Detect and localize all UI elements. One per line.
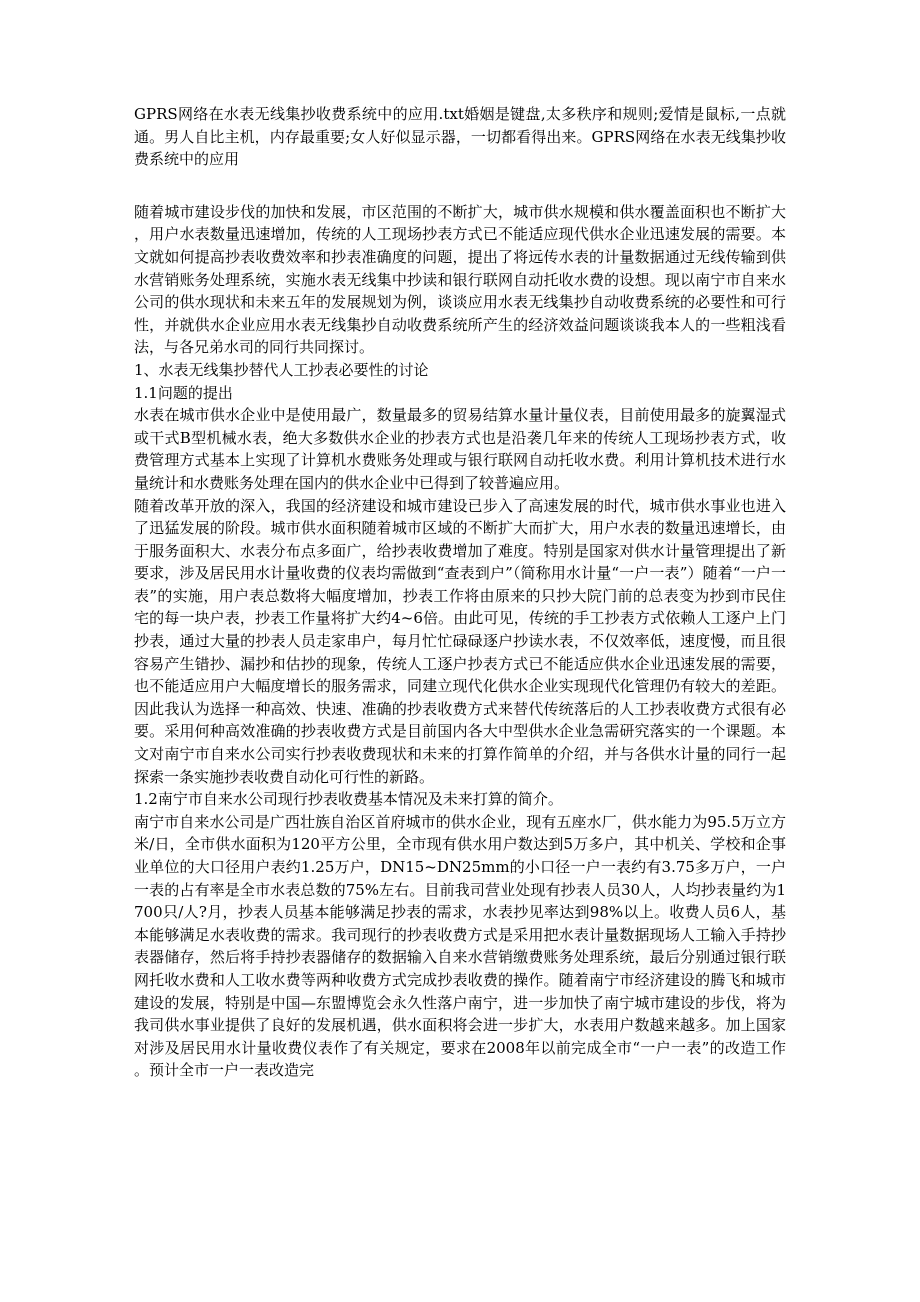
section-1-2-heading: 1.2南宁市自来水公司现行抄表收费基本情况及未来打算的简介。: [134, 790, 563, 809]
section-1-heading: 1、水表无线集抄替代人工抄表必要性的讨论: [134, 360, 429, 379]
document-page: [134, 103, 786, 1082]
section-1-1-heading: 1.1问题的提出: [134, 383, 233, 402]
intro-paragraph: GPRS网络在水表无线集抄收费系统中的应用.txt婚姻是键盘,太多秩序和规则;爱情是鼠标,一点就通。男人自比主机，内存最重要;女人好似显示器，一切都看得出来。GPRS网络在水表无线集抄收费系统中的应用: [134, 105, 786, 169]
abstract-paragraph: 随着城市建设步伐的加快和发展，市区范围的不断扩大，城市供水规模和供水覆盖面积也不断扩大，用户水表数量迅速增加，传统的人工现场抄表方式已不能适应现代供水企业迅速发展的需要。本文就如何提高抄表收费效率和抄表准确度的问题，提出了将远传水表的计量数据通过无线传输到供水营销账务处理系统，实施水表无线集中抄读和银行联网自动托收水费的设想。现以南宁市自来水公司的供水现状和未来五年的发展规划为例，谈谈应用水表无线集抄自动收费系统的必要性和可行性，并就供水企业应用水表无线集抄自动收费系统所产生的经济效益问题谈谈我本人的一些粗浅看法，与各兄弟水司的同行共同探讨。: [134, 202, 786, 357]
paragraph-gap: [134, 171, 786, 201]
body-paragraph-3: 南宁市自来水公司是广西壮族自治区首府城市的供水企业，现有五座水厂，供水能力为95.5万立方米/日，全市供水面积为120平方公里，全市现有供水用户数达到5万多户，其中机关、学校和企事业单位的大口径用户表约1.25万户，DN15~DN25mm的小口径一户一表约有3.75多万户，一户一表的占有率是全市水表总数的75%左右。目前我司营业处现有抄表人员30人，人均抄表量约为1700只/人?月，抄表人员基本能够满足抄表的需求，水表抄见率达到98%以上。收费人员6人，基本能够满足水表收费的需求。我司现行的抄表收费方式是采用把水表计量数据现场人工输入手持抄表器储存，然后将手持抄表器储存的数据输入自来水营销缴费账务处理系统，最后分别通过银行联网托收水费和人工收水费等两种收费方式完成抄表收费的操作。随着南宁市经济建设的腾飞和城市建设的发展，特别是中国—东盟博览会永久性落户南宁，进一步加快了南宁城市建设的步伐，将为我司供水事业提供了良好的发展机遇，供水面积将会进一步扩大，水表用户数越来越多。加上国家对涉及居民用水计量收费仪表作了有关规定，要求在2008年以前完成全市“一户一表”的改造工作。预计全市一户一表改造完: [134, 812, 786, 1080]
body-paragraph-2: 随着改革开放的深入，我国的经济建设和城市建设已步入了高速发展的时代，城市供水事业也进入了迅猛发展的阶段。城市供水面积随着城市区域的不断扩大而扩大，用户水表的数量迅速增长，由于服务面积大、水表分布点多面广，给抄表收费增加了难度。特别是国家对供水计量管理提出了新要求，涉及居民用水计量收费的仪表均需做到“查表到户”（简称用水计量“一户一表”）随着“一户一表”的实施，用户表总数将大幅度增加，抄表工作将由原来的只抄大院门前的总表变为抄到市民住宅的每一块户表，抄表工作量将扩大约4~6倍。由此可见，传统的手工抄表方式依赖人工逐户上门抄表，通过大量的抄表人员走家串户，每月忙忙碌碌逐户抄读水表，不仅效率低，速度慢，而且很容易产生错抄、漏抄和估抄的现象，传统人工逐户抄表方式已不能适应供水企业迅速发展的需要，也不能适应用户大幅度增长的服务需求，同建立现代化供水企业实现现代化管理仍有较大的差距。因此我认为选择一种高效、快速、准确的抄表收费方式来替代传统落后的人工抄表收费方式很有必要。采用何种高效准确的抄表收费方式是目前国内各大中型供水企业急需研究落实的一个课题。本文对南宁市自来水公司实行抄表收费现状和未来的打算作简单的介绍，并与各供水计量的同行一起探索一条实施抄表收费自动化可行性的新路。: [134, 496, 786, 786]
body-paragraph-1: 水表在城市供水企业中是使用最广，数量最多的贸易结算水量计量仪表，目前使用最多的旋翼湿式或干式B型机械水表，绝大多数供水企业的抄表方式也是沿袭几年来的传统人工现场抄表方式，收费管理方式基本上实现了计算机水费账务处理或与银行联网自动托收水费。利用计算机技术进行水量统计和水费账务处理在国内的供水企业中已得到了较普遍应用。: [134, 406, 786, 492]
